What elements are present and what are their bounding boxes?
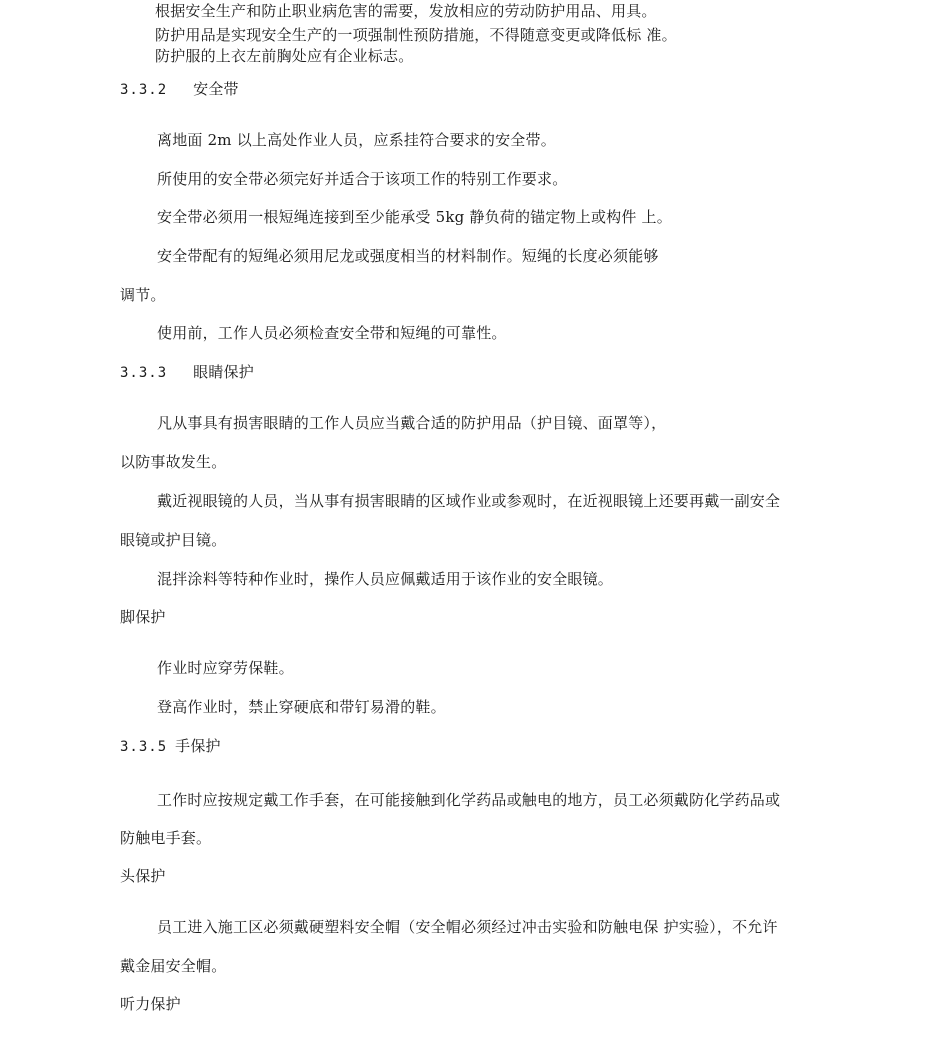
paragraph-hand-gloves: 工作时应按规定戴工作手套，在可能接触到化学药品或触电的地方，员工必须戴防化学药品或: [157, 791, 781, 809]
section-number: 3.3.2: [120, 82, 168, 98]
paragraph-hand-gloves-cont: 防触电手套。: [120, 829, 212, 847]
section-heading-foot: 脚保护: [120, 608, 166, 626]
paragraph-head-helmet: 员工进入施工区必须戴硬塑料安全帽（安全帽必须经过冲击实验和防触电保 护实验），不允许: [157, 918, 778, 936]
paragraph-ppe-logo: 防护服的上衣左前胸处应有企业标志。: [155, 47, 414, 65]
paragraph-belt-condition: 所使用的安全带必须完好并适合于该项工作的特别工作要求。: [157, 170, 568, 188]
paragraph-eye-glasses-cont: 眼镜或护目镜。: [120, 531, 227, 549]
paragraph-belt-rope-cont: 调节。: [120, 286, 166, 304]
section-number: 3.3.3: [120, 365, 168, 381]
section-title: 安全带: [193, 80, 239, 98]
section-title: 眼睛保护: [193, 363, 254, 381]
section-number: 3.3.5: [120, 739, 168, 755]
paragraph-eye-paint: 混拌涂料等特种作业时，操作人员应佩戴适用于该作业的安全眼镜。: [157, 570, 614, 588]
paragraph-belt-rope: 安全带配有的短绳必须用尼龙或强度相当的材料制作。短绳的长度必须能够: [157, 247, 659, 265]
paragraph-eye-glasses: 戴近视眼镜的人员，当从事有损害眼睛的区域作业或参观时，在近视眼镜上还要再戴一副安全: [157, 492, 781, 510]
section-heading-hearing: 听力保护: [120, 995, 181, 1013]
paragraph-eye-protection: 凡从事具有损害眼睛的工作人员应当戴合适的防护用品（护目镜、面罩等），: [157, 414, 667, 432]
paragraph-belt-anchor: 安全带必须用一根短绳连接到至少能承受 5kg 静负荷的锚定物上或构件 上。: [157, 208, 672, 226]
paragraph-foot-height: 登高作业时，禁止穿硬底和带钉易滑的鞋。: [157, 698, 446, 716]
paragraph-belt-check: 使用前，工作人员必须检查安全带和短绳的可靠性。: [157, 324, 507, 342]
paragraph-foot-shoes: 作业时应穿劳保鞋。: [157, 659, 294, 677]
section-title: 手保护: [175, 737, 221, 755]
paragraph-ppe-issue: 根据安全生产和防止职业病危害的需要，发放相应的劳动防护用品、用具。: [155, 2, 657, 20]
paragraph-ppe-mandatory: 防护用品是实现安全生产的一项强制性预防措施，不得随意变更或降低标 准。: [155, 26, 677, 44]
section-heading-333: [120, 362, 254, 383]
paragraph-belt-height: 离地面 2m 以上高处作业人员，应系挂符合要求的安全带。: [157, 131, 556, 149]
paragraph-head-helmet-cont: 戴金届安全帽。: [120, 957, 227, 975]
paragraph-eye-protection-cont: 以防事故发生。: [120, 453, 227, 471]
section-heading-332: [120, 79, 239, 100]
section-heading-335: [120, 736, 221, 757]
section-heading-head: 头保护: [120, 867, 166, 885]
